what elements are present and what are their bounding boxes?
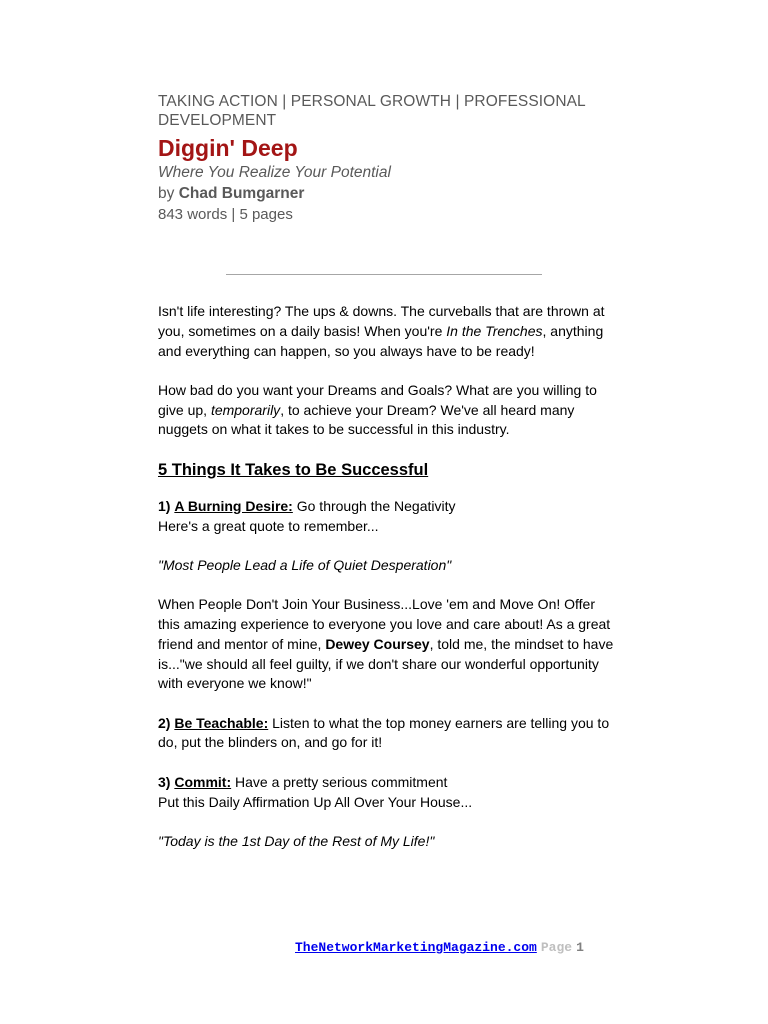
emphasis-temporarily: temporarily — [210, 401, 281, 418]
article-header — [158, 92, 618, 225]
page-footer — [295, 940, 584, 955]
site-link[interactable]: TheNetworkMarketingMagazine.com — [295, 940, 537, 955]
by-label: by — [158, 185, 175, 202]
item-label: Commit: — [174, 773, 232, 790]
article-title: Diggin' Deep — [158, 135, 298, 161]
author-name: Chad Bumgarner — [178, 185, 305, 202]
article-body — [158, 302, 618, 871]
item-label: Be Teachable: — [174, 714, 269, 731]
page-number: 1 — [576, 940, 584, 955]
paragraph-love-em: When People Don't Join Your Business...Love 'em and Move On! Offer this amazing experience to everyone you love and care about! As a great friend and mentor of mine, Dewey Coursey, told me, the mindset to have is..."we should all feel guilty, if we don't share our wonderful opportunity with everyone we know!" — [158, 596, 614, 692]
item-number: 2) — [158, 714, 171, 731]
paragraph-dreams: How bad do you want your Dreams and Goals? What are you willing to give up, temporarily, to achieve your Dream? We've all heard many nuggets on what it takes to be successful in this industry. — [158, 381, 597, 438]
list-item-2: 2) Be Teachable: Listen to what the top money earners are telling you to do, put the blinders on, and go for it! — [158, 714, 610, 751]
list-item-3: 3) Commit: Have a pretty serious commitment Put this Daily Affirmation Up All Over Your House... — [158, 773, 473, 810]
word-page-count: 843 words | 5 pages — [158, 206, 293, 223]
byline — [158, 183, 618, 204]
section-heading: 5 Things It Takes to Be Successful — [158, 460, 429, 479]
item-label: A Burning Desire: — [174, 497, 293, 514]
emphasis-in-the-trenches: In the Trenches — [446, 322, 543, 339]
item-number: 1) — [158, 497, 171, 514]
list-item-1: 1) A Burning Desire: Go through the Negativity Here's a great quote to remember... — [158, 497, 456, 534]
page-label: Page — [540, 940, 573, 955]
article-subtitle: Where You Realize Your Potential — [158, 164, 391, 181]
mentor-name: Dewey Coursey — [325, 635, 430, 652]
category-line: TAKING ACTION | PERSONAL GROWTH | PROFESSIONAL DEVELOPMENT — [158, 93, 586, 129]
item-number: 3) — [158, 773, 171, 790]
quote-quiet-desperation: "Most People Lead a Life of Quiet Desperation" — [158, 556, 452, 573]
paragraph-intro: Isn't life interesting? The ups & downs. The curveballs that are thrown at you, sometimes on a daily basis! When you're In the Trenches, anything and everything can happen, so you always have to be ready! — [158, 303, 605, 359]
header-divider — [226, 274, 542, 275]
quote-first-day: "Today is the 1st Day of the Rest of My Life!" — [158, 832, 435, 849]
